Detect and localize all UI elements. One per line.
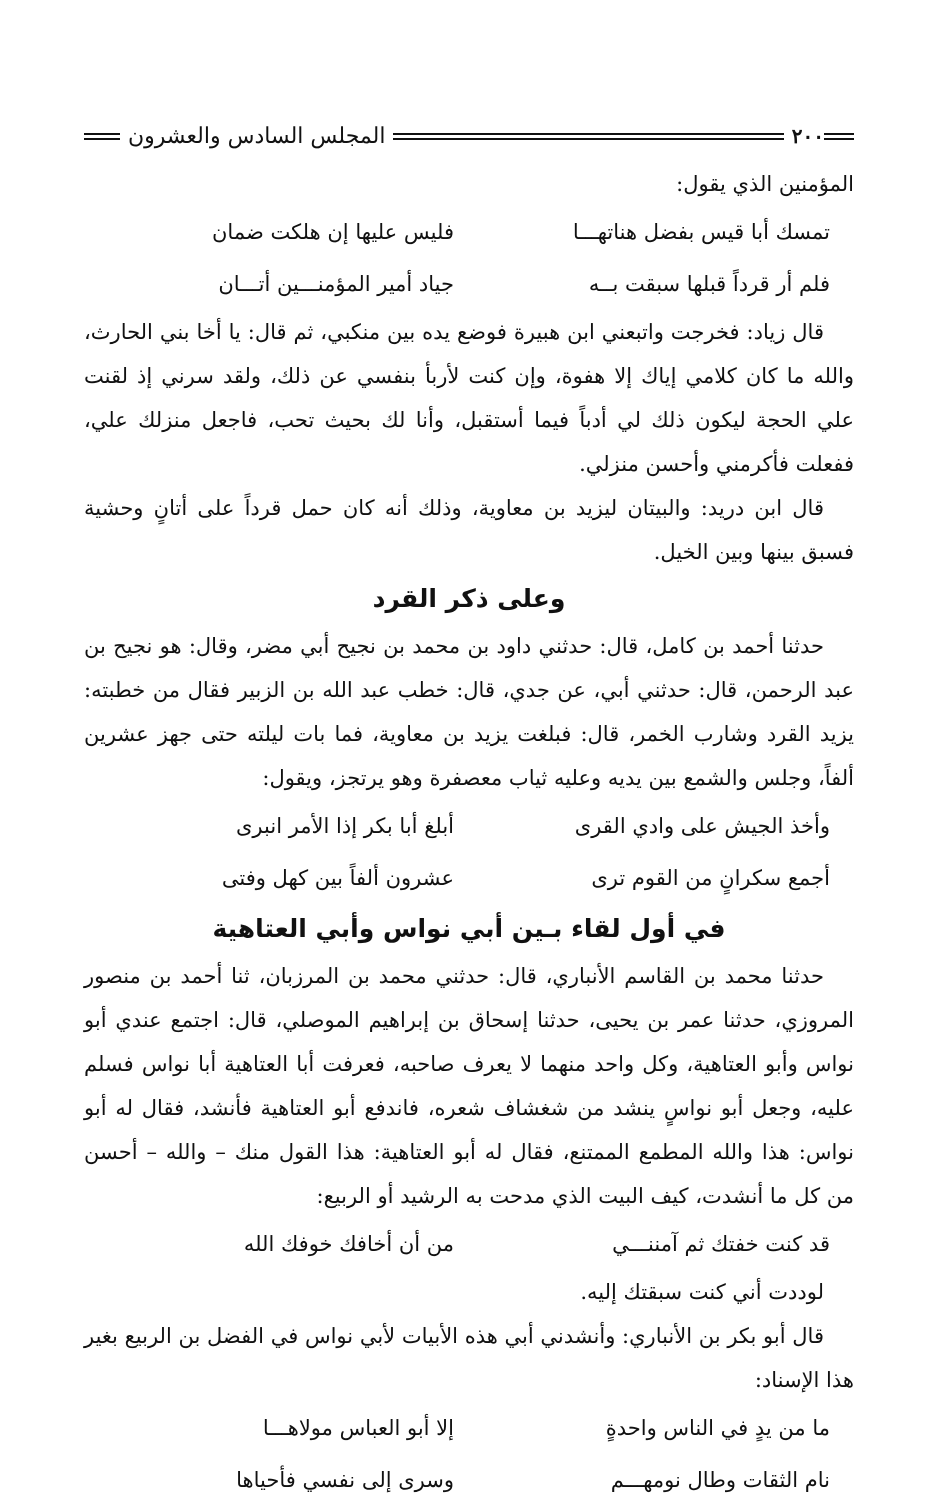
verse-first-hemistich: أجمع سكرانٍ من القوم ترى [591, 866, 830, 890]
header-rule-left [84, 133, 120, 140]
verse-line [84, 1218, 854, 1270]
header-rule-right [824, 133, 854, 140]
paragraph: حدثنا محمد بن القاسم الأنباري، قال: حدثني محمد بن المرزبان، ثنا أحمد بن منصور المروزي، حدثنا عمر بن يحيى، حدثنا إسحاق بن إبراهيم الموصلي، قال: اجتمع عندي أبو نواس وأبو العتاهية، وكل واحد منهما لا يعرف صاحبه، فعرفت أبا العتاهية أبا نواس فسلم عليه، وجعل أبو نواسٍ ينشد من شغشاف شعره، فاندفع أبو العتاهية فأنشد، فقال له أبو نواس: هذا والله المطمع الممتنع، فقال له أبو العتاهية: هذا القول منك – والله – أحسن من كل ما أنشدت، كيف البيت الذي مدحت به الرشيد أو الربيع: [84, 964, 854, 1208]
verse-second-hemistich: عشرون ألفاً بين كهل وفتى [221, 866, 454, 890]
page-header [84, 120, 854, 152]
paragraph: المؤمنين الذي يقول: [676, 172, 854, 196]
verse-second-hemistich: أبلغ أبا بكر إذا الأمر انبرى [236, 814, 454, 838]
verse-second-hemistich: فليس عليها إن هلكت ضمان [212, 220, 454, 244]
section-heading: وعلى ذكر القرد [372, 584, 566, 613]
verse-second-hemistich: وسرى إلى نفسي فأحياها [236, 1468, 454, 1492]
verse-line [84, 1454, 854, 1506]
verse-second-hemistich: من أن أخافك خوفك الله [243, 1232, 454, 1256]
header-rule [393, 133, 783, 140]
verse-first-hemistich: ما من يدٍ في الناس واحدةٍ [605, 1416, 830, 1440]
verse-line [84, 1402, 854, 1454]
page-number: ٢٠٠ [791, 124, 824, 148]
verse-first-hemistich: تمسك أبا قيس بفضل هناتهـــا [572, 220, 830, 244]
paragraph: قال ابن دريد: والبيتان ليزيد بن معاوية، وذلك أنه كان حمل قرداً على أتانٍ وحشية فسبق بينها وبين الخيل. [84, 496, 854, 564]
verse-line [84, 258, 854, 310]
paragraph: قال زياد: فخرجت واتبعني ابن هبيرة فوضع يده بين منكبي، ثم قال: يا أخا بني الحارث، والله ما كان كلامي إياك إلا هفوة، وإن كنت لأربأ بنفسي عن ذلك، ولقد سرني إذ لقنت علي الحجة ليكون ذلك لي أدباً فيما أستقبل، وأنا لك بحيث تحب، فاجعل منزلك علي، ففعلت فأكرمني وأحسن منزلي. [84, 320, 854, 476]
verse-second-hemistich: إلا أبو العباس مولاهـــا [262, 1416, 454, 1440]
verse-line [84, 852, 854, 904]
verse-first-hemistich: فلم أر قرداً قبلها سبقت بــه [588, 272, 830, 296]
page-title: المجلس السادس والعشرون [128, 123, 386, 149]
verse-first-hemistich: قد كنت خفتك ثم آمننـــي [612, 1232, 830, 1256]
verse-second-hemistich: جياد أمير المؤمنـــين أتـــان [218, 272, 454, 296]
verse-line [84, 800, 854, 852]
paragraph: حدثنا أحمد بن كامل، قال: حدثني داود بن محمد بن نجيح أبي مضر، وقال: هو نجيح بن عبد الرحمن، قال: حدثني أبي، عن جدي، قال: خطب عبد الله بن الزبير فقال من خطبته: يزيد القرد وشارب الخمر، قال: فبلغت يزيد بن معاوية، فما بات ليلته حتى جهز عشرين ألفاً، وجلس والشمع بين يديه وعليه ثياب معصفرة وهو يرتجز، ويقول: [84, 634, 855, 790]
verse-first-hemistich: نام الثقات وطال نومهـــم [610, 1468, 830, 1492]
paragraph: لوددت أني كنت سبقتك إليه. [580, 1280, 824, 1304]
section-heading: في أول لقاء بـين أبي نواس وأبي العتاهية [212, 914, 726, 943]
paragraph: قال أبو بكر بن الأنباري: وأنشدني أبي هذه الأبيات لأبي نواس في الفضل بن الربيع بغير هذا الإسناد: [84, 1324, 854, 1392]
page-body [84, 162, 854, 1506]
verse-first-hemistich: وأخذ الجيش على وادي القرى [574, 814, 830, 838]
verse-line [84, 206, 854, 258]
